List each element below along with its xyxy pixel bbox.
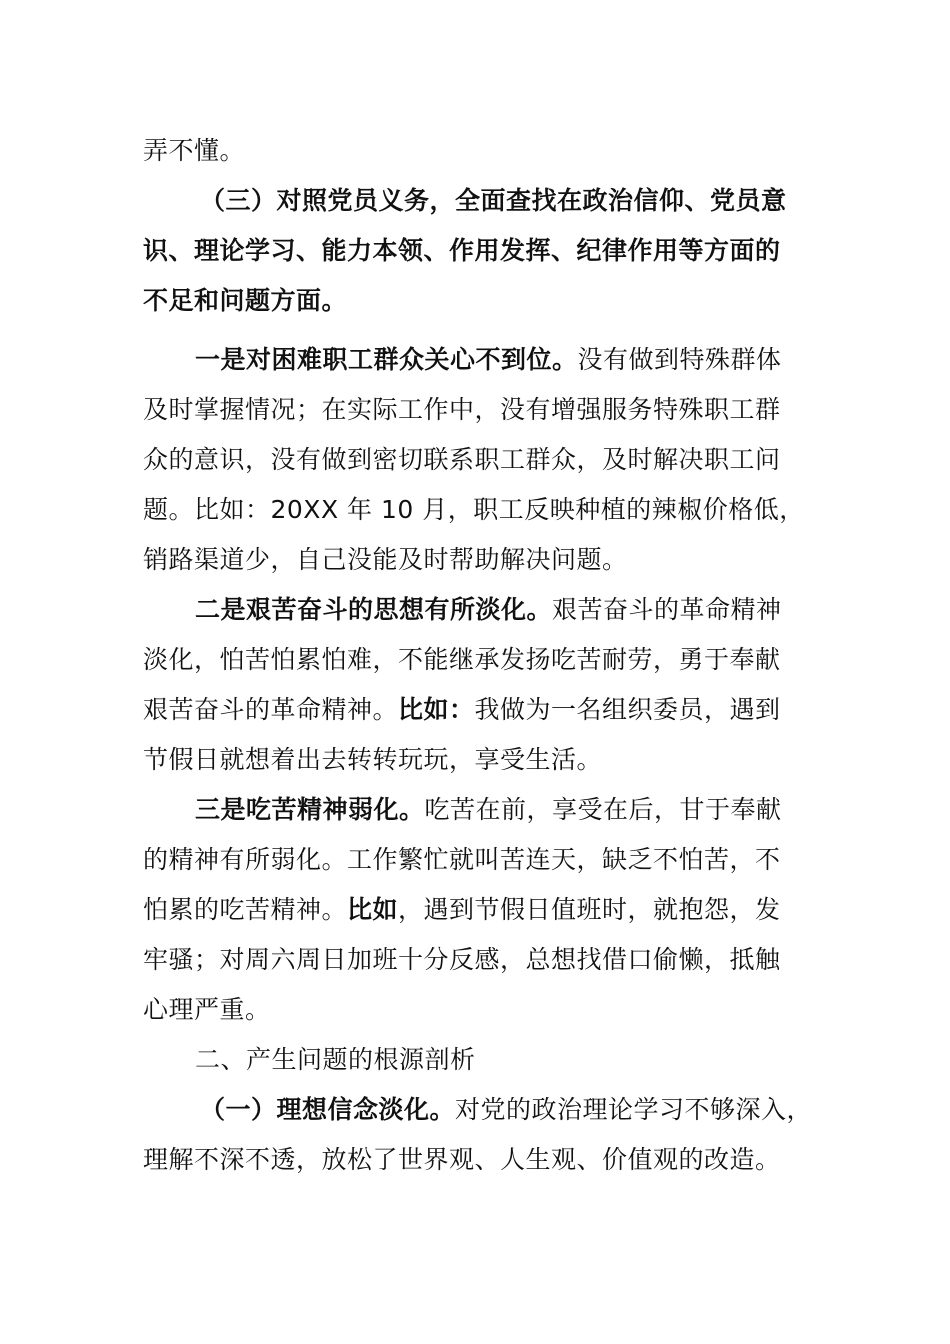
- lead-bold-text: 二是艰苦奋斗的思想有所淡化。: [195, 595, 553, 624]
- lead-bold-text: 一是对困难职工群众关心不到位。: [195, 345, 578, 374]
- paragraph-line: [143, 643, 781, 677]
- text-span: ，遇到节假日值班时，就抱怨，发: [398, 895, 781, 924]
- text-span: 我做为一名组织委员，遇到: [474, 695, 781, 724]
- text-span: 众的意识，没有做到密切联系职工群众，及时解决职工问: [143, 445, 781, 474]
- paragraph-line: [143, 543, 628, 577]
- section-heading-line: [200, 184, 787, 218]
- text-span: 及时掌握情况；在实际工作中，没有增强服务特殊职工群: [143, 395, 781, 424]
- paragraph-line: [143, 443, 781, 477]
- paragraph-line: [195, 793, 782, 827]
- text-line: [143, 134, 245, 168]
- paragraph-line: [143, 1143, 781, 1177]
- paragraph-line: [143, 693, 781, 727]
- text-span: 怕累的吃苦精神。: [143, 895, 348, 924]
- paragraph-line: [143, 843, 781, 877]
- lead-bold-text: （一）理想信念淡化。: [200, 1095, 456, 1124]
- text-span: 牢骚；对周六周日加班十分反感，总想找借口偷懒，抵触: [143, 945, 781, 974]
- text-span: 节假日就想着出去转转玩玩，享受生活。: [143, 745, 603, 774]
- heading-text: 识、理论学习、能力本领、作用发挥、纪律作用等方面的: [143, 236, 781, 265]
- text-span: 题。比如：20XX 年 10 月，职工反映种植的辣椒价格低，: [143, 495, 805, 524]
- section-heading-line: [143, 234, 781, 268]
- text-span: 对党的政治理论学习不够深入，: [455, 1095, 813, 1124]
- text-span: 吃苦在前，享受在后，甘于奉献: [424, 795, 782, 824]
- text-span: 弄不懂。: [143, 136, 246, 165]
- paragraph-line: [143, 943, 781, 977]
- paragraph-line: [195, 343, 782, 377]
- paragraph-line: [143, 393, 781, 427]
- bold-text: 比如：: [398, 695, 475, 724]
- section-heading-line: [143, 284, 347, 318]
- text-span: 艰苦奋斗的革命精神: [552, 595, 782, 624]
- text-span: 心理严重。: [143, 995, 271, 1024]
- paragraph-line: [200, 1093, 812, 1127]
- bold-text: 比如: [347, 895, 399, 924]
- heading-text: （三）对照党员义务，全面查找在政治信仰、党员意: [200, 186, 787, 215]
- text-span: 销路渠道少，自己没能及时帮助解决问题。: [143, 545, 628, 574]
- paragraph-line: [143, 743, 602, 777]
- paragraph-line: [143, 893, 781, 927]
- text-span: 二、产生问题的根源剖析: [195, 1045, 476, 1074]
- section-title: [195, 1043, 476, 1077]
- heading-text: 不足和问题方面。: [143, 286, 348, 315]
- text-span: 的精神有所弱化。工作繁忙就叫苦连天，缺乏不怕苦，不: [143, 845, 781, 874]
- paragraph-line: [143, 493, 805, 527]
- paragraph-line: [195, 593, 782, 627]
- text-span: 淡化，怕苦怕累怕难，不能继承发扬吃苦耐劳，勇于奉献: [143, 645, 781, 674]
- paragraph-line: [143, 993, 271, 1027]
- text-span: 艰苦奋斗的革命精神。: [143, 695, 399, 724]
- lead-bold-text: 三是吃苦精神弱化。: [195, 795, 425, 824]
- text-span: 理解不深不透，放松了世界观、人生观、价值观的改造。: [143, 1145, 781, 1174]
- text-span: 没有做到特殊群体: [577, 345, 782, 374]
